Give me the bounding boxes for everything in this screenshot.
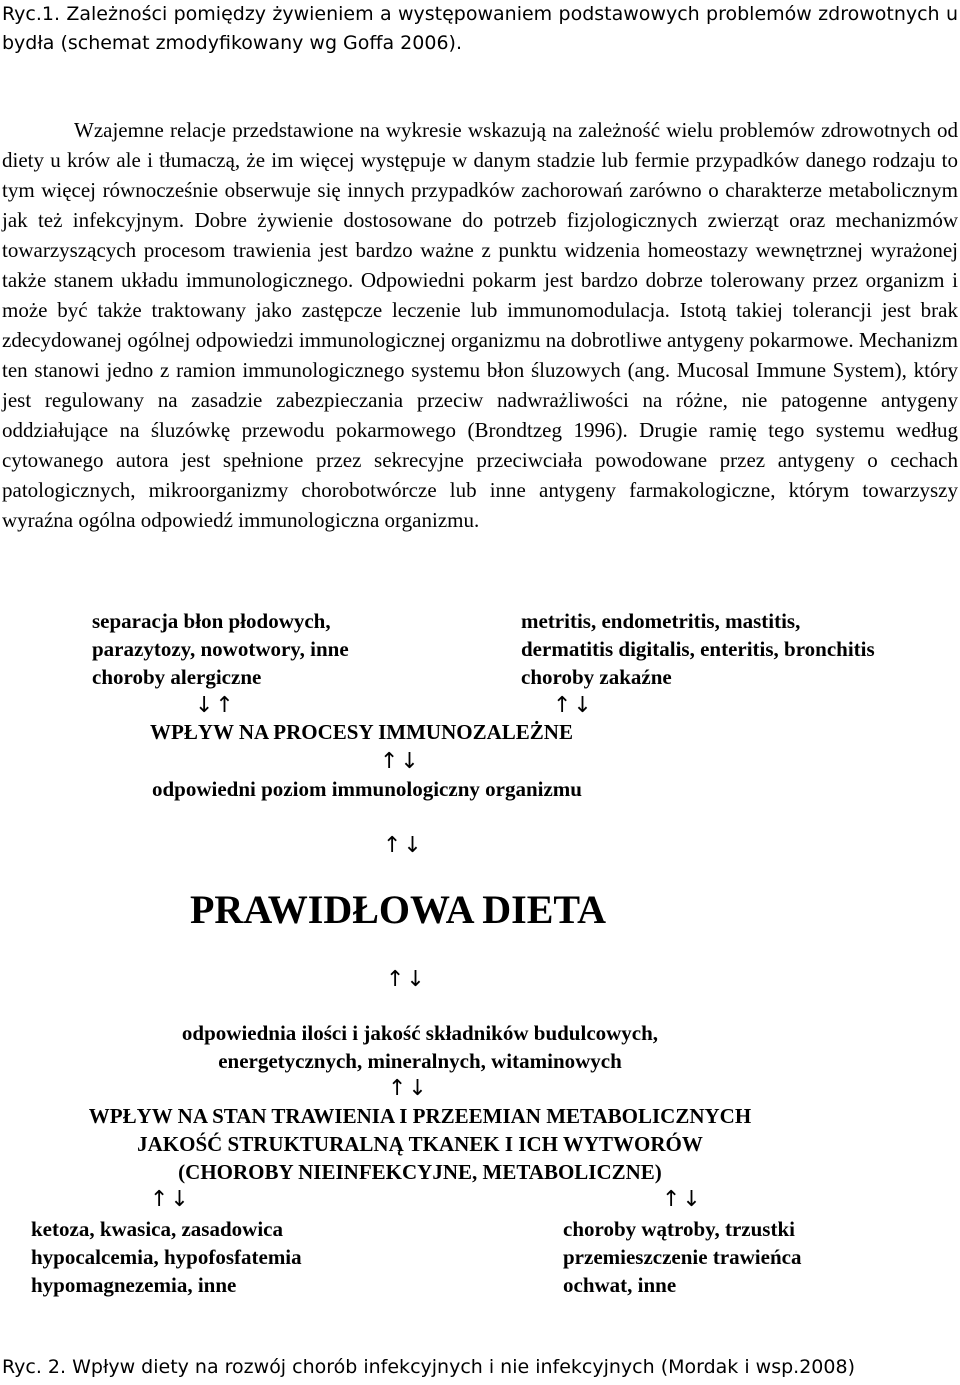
up-down-arrows-icon: ↑↓ — [662, 1187, 703, 1212]
diagram-item: choroby alergiczne — [92, 665, 262, 689]
immuno-process-heading: WPŁYW NA PROCESY IMMUNOZALEŻNE — [150, 720, 573, 744]
diagram-bottom-left-list — [31, 1215, 302, 1299]
diagram-top-left-list — [92, 607, 349, 691]
up-down-arrows-icon: ↑↓ — [150, 1187, 191, 1212]
paragraph-sentence-1: Wzajemne relacje przedstawione na wykresie wskazują na zależność wielu problemów zdrowotnych od diety u krów ale i tłumaczą, że im więcej występuje w danym stadzie lub fermie przypadków danego rodzaju to tym więcej równocześnie obserwuje się innych przypadków zachorowań zarówno o charakterze metabolicznym jak też infekcyjnym. — [2, 118, 958, 232]
nutrients-line-1: odpowiednia ilości i jakość składników budulcowych, — [181, 1021, 659, 1045]
diagram-item: choroby zakaźne — [521, 665, 672, 689]
diagram-item: dermatitis digitalis, enteritis, bronchitis — [521, 637, 875, 661]
diagram-item: choroby wątroby, trzustki — [563, 1217, 795, 1241]
up-down-arrows-icon: ↑↓ — [380, 749, 421, 774]
paragraph-sentence-4: Istotą takiej tolerancji jest brak zdecydowanej ogólnej odpowiedzi immunologicznej organizmu na dobrotliwe antygeny pokarmowe. Mechanizm ten stanowi jedno z ramion immunologicznego systemu błon śluzowych (ang. Mucosal Immune System), który jest regulowany na zasadzie zabezpieczania przeciw nadwrażliwości na różne, nie patogenne antygeny oddziałujące na śluzówkę przewodu pokarmowego (Brondtzeg 1996). Drugie ramię tego systemu według cytowanego autora jest spełnione przez sekrecyjne przeciwciała powodowane przez antygeny o cechach patologicznych, mikroorganizmy chorobotwórcze lub inne antygeny farmakologiczne, którym towarzyszy wyraźna ogólna odpowiedź immunologiczna organizmu. — [2, 298, 959, 532]
digestion-line-2: JAKOŚĆ STRUKTURALNĄ TKANEK I ICH WYTWORÓW — [137, 1132, 703, 1156]
body-paragraph — [2, 116, 958, 536]
paragraph-sentence-3: Odpowiedni pokarm jest bardzo dobrze tolerowany przez organizm i może być także traktowany jako zastępcze leczenie lub immunomodulacja. — [2, 268, 958, 322]
figure-caption-1: Ryc.1. Zależności pomiędzy żywieniem a występowaniem podstawowych problemów zdrowotnych u bydła (schemat zmodyfikowany wg Goffa 2006). — [2, 3, 958, 54]
paragraph-sentence-2: Dobre żywienie dostosowane do potrzeb fizjologicznych zwierząt oraz mechanizmów towarzyszących procesom trawienia jest bardzo ważne z punktu widzenia homeostazy wewnętrznej wyrażonej także stanem układu immunologicznego. — [2, 208, 958, 292]
diagram-item: parazytozy, nowotwory, inne — [92, 637, 349, 661]
down-up-arrows-icon: ↓↑ — [195, 693, 236, 718]
up-down-arrows-icon: ↑↓ — [388, 1076, 429, 1101]
digestion-line-3: (CHOROBY NIEINFEKCYJNE, METABOLICZNE) — [178, 1160, 662, 1184]
up-down-arrows-icon: ↑↓ — [386, 967, 427, 992]
figure-caption-2: Ryc. 2. Wpływ diety na rozwój chorób infekcyjnych i nie infekcyjnych (Mordak i wsp.2008) — [2, 1356, 855, 1378]
diagram-item: hypomagnezemia, inne — [31, 1273, 237, 1297]
diagram-item: metritis, endometritis, mastitis, — [521, 609, 801, 633]
immuno-level-label: odpowiedni poziom immunologiczny organizmu — [152, 777, 582, 801]
proper-diet-heading: PRAWIDŁOWA DIETA — [190, 887, 606, 932]
diagram-item: ochwat, inne — [563, 1273, 677, 1297]
nutrients-line-2: energetycznych, mineralnych, witaminowych — [218, 1049, 622, 1073]
diagram-top-right-list — [521, 607, 875, 691]
diagram-item: hypocalcemia, hypofosfatemia — [31, 1245, 302, 1269]
diagram-item: przemieszczenie trawieńca — [563, 1245, 802, 1269]
diagram-bottom-right-list — [563, 1215, 801, 1299]
digestion-line-1: WPŁYW NA STAN TRAWIENIA I PRZEEMIAN METABOLICZNYCH — [88, 1104, 752, 1128]
diagram-item: separacja błon płodowych, — [92, 609, 331, 633]
up-down-arrows-icon: ↑↓ — [383, 833, 424, 858]
diagram-item: ketoza, kwasica, zasadowica — [31, 1217, 283, 1241]
up-down-arrows-icon: ↑↓ — [553, 693, 594, 718]
